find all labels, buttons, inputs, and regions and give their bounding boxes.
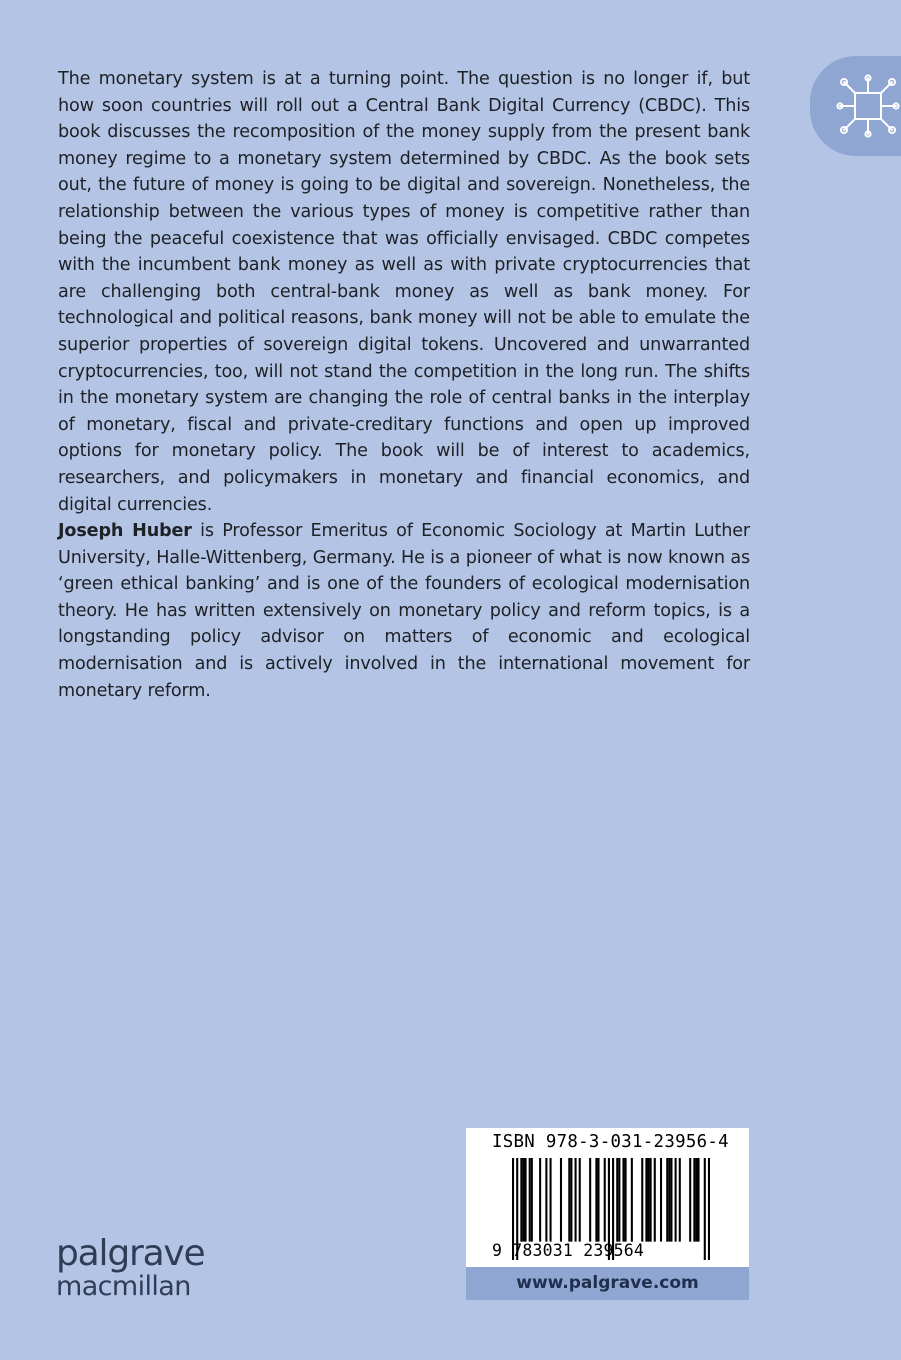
barcode-bar — [622, 1158, 624, 1242]
barcode-bar — [675, 1158, 677, 1242]
book-blurb: The monetary system is at a turning point. The question is no longer if, but how soon countries will roll out a Central Bank Digital Currency (CBDC). This book discusses the recomposition of the money supply from the present bank money regime to a monetary system determined by CBDC. As the book sets out, the future of money is going to be digital and sovereign. Nonetheless, the relationship between the various types of money is competitive rather than being the peaceful coexistence that was officially envisaged. CBDC competes with the incumbent bank money as well as with private cryptocurrencies that are challenging both central-bank money as well as bank money. For technological and political reasons, bank money will not be able to emulate the superior properties of sovereign digital tokens. Uncovered and unwarranted cryptocurrencies, too, will not stand the competition in the long run. The shifts in the monetary system are changing the role of central banks in the interplay of monetary, fiscal and private-creditary functions and open up improved options for monetary policy. The book will be of interest to academics, researchers, and policymakers in monetary and financial economics, and digital currencies. — [58, 69, 750, 515]
barcode-bar — [704, 1158, 706, 1260]
publisher-logo-line1: palgrave — [56, 1233, 205, 1274]
barcode-bar — [568, 1158, 570, 1242]
publisher-url: www.palgrave.com — [466, 1267, 749, 1300]
barcode-bar — [693, 1158, 695, 1242]
barcode-bar — [666, 1158, 668, 1242]
barcode-bar — [668, 1158, 670, 1242]
barcode-bar — [529, 1158, 531, 1242]
barcode-bar — [560, 1158, 562, 1242]
publisher-logo — [56, 1233, 205, 1302]
author-name: Joseph Huber — [58, 521, 192, 541]
barcode-bar — [641, 1158, 643, 1242]
barcode-bar — [589, 1158, 591, 1242]
barcode-bar — [695, 1158, 697, 1242]
barcode-bar — [679, 1158, 681, 1242]
author-bio — [58, 518, 750, 704]
barcode-bar — [654, 1158, 656, 1242]
barcode-bar — [645, 1158, 647, 1242]
barcode-bar — [625, 1158, 627, 1242]
barcode-bar — [595, 1158, 597, 1242]
author-bio-text: is Professor Emeritus of Economic Sociology at Martin Luther University, Halle-Wittenberg, Germany. He is a pioneer of what is now known as ‘green ethical banking’ and is one of the founders of ecological modernisation theory. He has written extensively on monetary policy and reform topics, is a longstanding policy advisor on matters of economic and ecological modernisation and is actively involved in the international movement for monetary reform. — [58, 521, 751, 701]
barcode-bar — [579, 1158, 581, 1242]
barcode-bar — [539, 1158, 541, 1242]
barcode-bar — [670, 1158, 672, 1242]
barcode-bar — [618, 1158, 620, 1242]
barcode-bar — [708, 1158, 710, 1260]
barcode-bar — [597, 1158, 599, 1242]
barcode-bar — [522, 1158, 524, 1242]
barcode-bar — [525, 1158, 527, 1242]
barcode-bar — [616, 1158, 618, 1242]
barcode-bar — [647, 1158, 649, 1242]
barcode-bar — [520, 1158, 522, 1242]
barcode-bar — [550, 1158, 552, 1242]
barcode-bar — [660, 1158, 662, 1242]
barcode-bar — [531, 1158, 533, 1242]
barcode-bar — [545, 1158, 547, 1242]
isbn-label: ISBN 978-3-031-23956-4 — [492, 1132, 729, 1152]
circuit-chip-icon — [834, 72, 901, 140]
barcode-bar — [570, 1158, 572, 1242]
series-emblem — [810, 56, 901, 156]
barcode-digits: 9 783031 239564 — [492, 1241, 645, 1260]
barcode-bar — [604, 1158, 606, 1242]
barcode-bar — [575, 1158, 577, 1242]
barcode-bar — [631, 1158, 633, 1242]
barcode-bar — [689, 1158, 691, 1242]
publisher-logo-line2: macmillan — [56, 1271, 191, 1302]
barcode-bar — [697, 1158, 699, 1242]
barcode-bar — [650, 1158, 652, 1242]
isbn-barcode — [466, 1128, 749, 1267]
